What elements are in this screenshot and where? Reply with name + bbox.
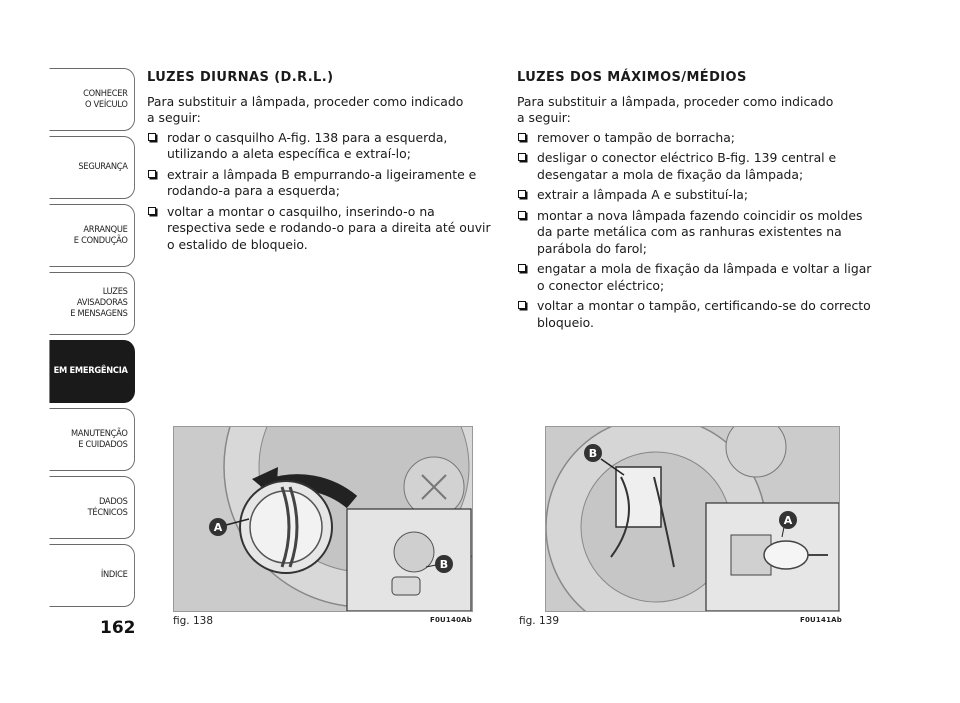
- label-b-marker: [435, 555, 453, 573]
- figure-138-code: F0U140Ab: [430, 616, 472, 624]
- tab-indice[interactable]: ÍNDICE: [49, 544, 135, 607]
- list-item: rodar o casquilho A-fig. 138 para a esquerda, utilizando a aleta específica e extraí-lo;: [147, 130, 497, 163]
- section-intro-maximos: Para substituir a lâmpada, proceder como indicado a seguir:: [517, 93, 834, 125]
- section-tabs: [42, 68, 135, 612]
- steps-list-maximos: [517, 130, 872, 332]
- tab-conhecer-o-veiculo[interactable]: CONHECER O VEÍCULO: [49, 68, 135, 131]
- list-item: extrair a lâmpada A e substituí-la;: [517, 187, 872, 204]
- tab-arranque-e-conducao[interactable]: ARRANQUE E CONDUÇÃO: [49, 204, 135, 267]
- tab-em-emergencia[interactable]: EM EMERGÊNCIA: [49, 340, 135, 403]
- section-title-maximos: LUZES DOS MÁXIMOS/MÉDIOS: [517, 70, 747, 85]
- svg-text:A: A: [213, 521, 223, 534]
- section-maximos-medios: [517, 70, 872, 335]
- steps-list-drl: [147, 130, 497, 254]
- figure-139-caption: fig. 139: [519, 615, 559, 627]
- section-title-drl: LUZES DIURNAS (D.R.L.): [147, 70, 334, 85]
- tab-seguranca[interactable]: SEGURANÇA: [49, 136, 135, 199]
- list-item: desligar o conector eléctrico B-fig. 139 central e desengatar a mola de fixação da lâmpada;: [517, 150, 872, 183]
- list-item: engatar a mola de fixação da lâmpada e voltar a ligar o conector eléctrico;: [517, 261, 872, 294]
- tab-luzes-avisadoras[interactable]: LUZES AVISADORAS E MENSAGENS: [49, 272, 135, 335]
- svg-text:A: A: [783, 514, 793, 527]
- tab-manutencao-e-cuidados[interactable]: MANUTENÇÃO E CUIDADOS: [49, 408, 135, 471]
- tab-dados-tecnicos[interactable]: DADOS TÉCNICOS: [49, 476, 135, 539]
- page-number: 162: [100, 618, 136, 638]
- figure-138-caption: fig. 138: [173, 615, 213, 627]
- label-b-marker-139: [584, 444, 602, 462]
- svg-text:B: B: [439, 558, 449, 571]
- section-drl: [147, 70, 497, 257]
- section-intro-drl: Para substituir a lâmpada, proceder como indicado a seguir:: [147, 93, 464, 125]
- list-item: montar a nova lâmpada fazendo coincidir os moldes da parte metálica com as ranhuras existentes na parábola do farol;: [517, 208, 872, 258]
- list-item: voltar a montar o casquilho, inserindo-o na respectiva sede e rodando-o para a direita até ouvir o estalido de bloqueio.: [147, 204, 497, 254]
- figure-138-image: [173, 426, 473, 612]
- label-a-marker: [209, 518, 227, 536]
- list-item: voltar a montar o tampão, certificando-se do correcto bloqueio.: [517, 298, 872, 331]
- label-a-marker-139: [779, 511, 797, 529]
- figure-139-code: F0U141Ab: [800, 616, 842, 624]
- svg-text:B: B: [588, 447, 598, 460]
- figure-139-image: [545, 426, 840, 612]
- list-item: remover o tampão de borracha;: [517, 130, 872, 147]
- list-item: extrair a lâmpada B empurrando-a ligeiramente e rodando-a para a esquerda;: [147, 167, 497, 200]
